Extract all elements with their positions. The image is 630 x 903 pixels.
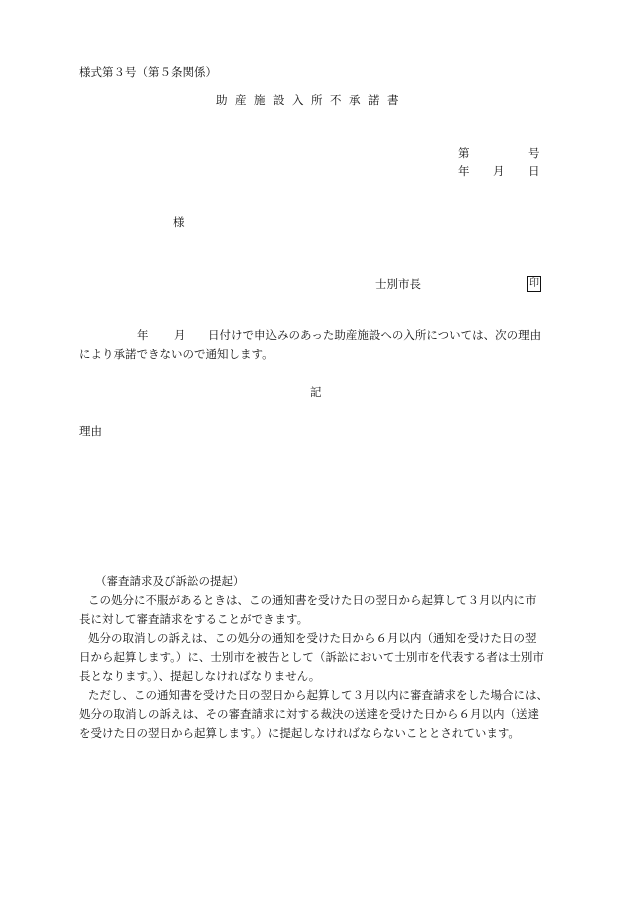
- notice-line: 日から起算します。）に、士別市を被告として（訴訟において士別市を代表する者は士別市: [79, 650, 544, 664]
- date-year-label: 年: [458, 164, 470, 178]
- issuer-name: 士別市長: [375, 277, 421, 291]
- body-text-line2: により承諾できないので通知します。: [79, 347, 274, 361]
- seal-stamp: 印: [527, 276, 541, 292]
- date-month-label: 月: [493, 164, 505, 178]
- document-title: 助産施設入所不承諾書: [216, 93, 406, 107]
- reason-label: 理由: [79, 424, 102, 438]
- form-number: 様式第３号（第５条関係）: [79, 65, 217, 79]
- date-day-label: 日: [528, 164, 540, 178]
- ki-heading: 記: [310, 385, 322, 399]
- notice-heading: （審査請求及び訴訟の提起）: [95, 574, 245, 588]
- notice-line: 処分の取消しの訴えは、この処分の通知を受けた日から６月以内（通知を受けた日の翌: [88, 631, 537, 645]
- recipient-honorific: 様: [173, 215, 185, 229]
- body-month-label: 月: [174, 328, 186, 342]
- notice-line: 処分の取消しの訴えは、その審査請求に対する裁決の送達を受けた日から６月以内（送達: [79, 707, 539, 721]
- notice-line: この処分に不服があるときは、この通知書を受けた日の翌日から起算して３月以内に市: [88, 593, 537, 607]
- document-number-suffix: 号: [528, 146, 540, 160]
- document-number-prefix: 第: [458, 146, 470, 160]
- notice-line: ただし、この通知書を受けた日の翌日から起算して３月以内に審査請求をした場合には、: [88, 688, 548, 702]
- notice-line: 長に対して審査請求をすることができます。: [79, 612, 309, 626]
- body-year-label: 年: [137, 328, 149, 342]
- notice-line: を受けた日の翌日から起算します。）に提起しなければならないこととされています。: [79, 726, 520, 740]
- appeal-notice: [79, 572, 559, 743]
- notice-line: 長となります。）、提起しなければなりません。: [79, 669, 321, 683]
- body-text-line1: 日付けで申込みのあった助産施設への入所については、次の理由: [208, 328, 542, 342]
